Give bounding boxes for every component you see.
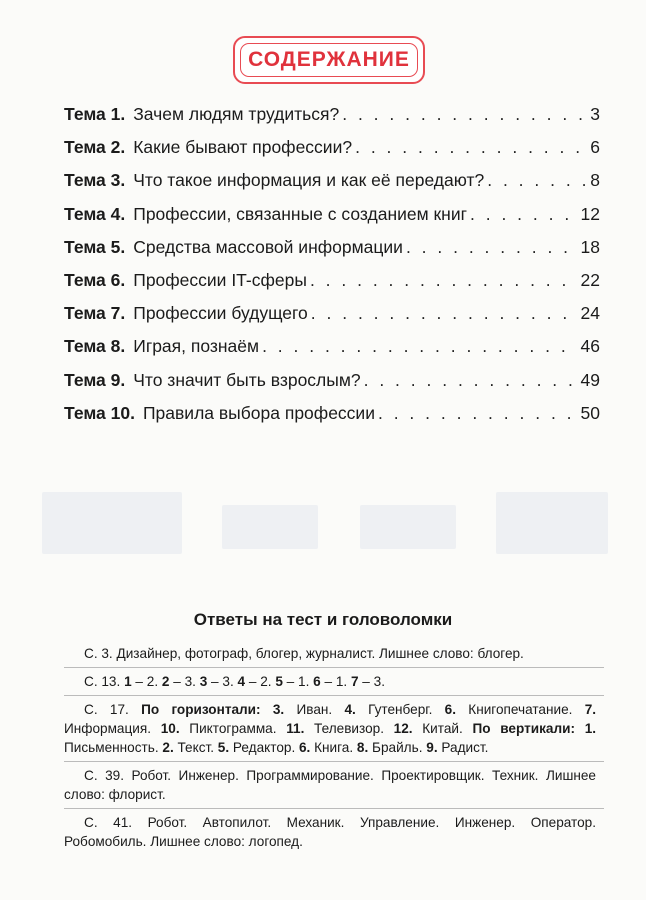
answer-key: 7 bbox=[350, 674, 359, 689]
answer-heading: По горизонтали: bbox=[141, 702, 261, 717]
toc-topic-number: Тема 3. bbox=[64, 170, 126, 191]
answer-heading: По вертикали: bbox=[472, 721, 575, 736]
answer-key: 8. bbox=[356, 740, 369, 755]
answer-value: Книга. bbox=[314, 740, 354, 755]
answer-value: Книгопечатание. bbox=[468, 702, 573, 717]
toc-row[interactable] bbox=[64, 270, 600, 303]
toc-row[interactable] bbox=[64, 170, 600, 203]
contents-header-inner bbox=[240, 43, 418, 77]
toc-leader-dots bbox=[311, 303, 578, 324]
toc-topic-number: Тема 8. bbox=[64, 336, 126, 357]
toc-page-number: 49 bbox=[580, 369, 600, 390]
toc-topic-number: Тема 5. bbox=[64, 236, 126, 257]
answer-value: Иван. bbox=[296, 702, 333, 717]
answer-value: Китай. bbox=[422, 721, 463, 736]
toc-row[interactable] bbox=[64, 104, 600, 137]
toc-page-number: 50 bbox=[580, 402, 600, 423]
answer-text: С. 39. Робот. Инженер. Программирование. Проектировщик. Техник. Лишнее слово: флорист. bbox=[64, 768, 596, 802]
answer-key: 6. bbox=[444, 702, 456, 717]
toc-topic-number: Тема 7. bbox=[64, 303, 126, 324]
toc-row[interactable] bbox=[64, 403, 600, 436]
toc-topic-title: Профессии, связанные с созданием книг bbox=[133, 203, 467, 224]
contents-header-frame bbox=[233, 36, 425, 84]
answer-value: Телевизор. bbox=[314, 721, 384, 736]
toc-topic-title: Играя, познаём bbox=[133, 336, 260, 357]
answer-key: 6 bbox=[313, 674, 321, 689]
toc-topic-title: Что значит быть взрослым? bbox=[133, 369, 361, 390]
toc-topic-title: Что такое информация и как её передают? bbox=[133, 170, 485, 191]
toc-page-number: 6 bbox=[590, 137, 600, 158]
answer-value: Радист. bbox=[441, 740, 489, 755]
toc-leader-dots bbox=[310, 270, 578, 291]
answer-block-p17 bbox=[64, 696, 604, 762]
answer-value: 2 bbox=[260, 674, 268, 689]
answer-key: 5. bbox=[217, 740, 230, 755]
toc-topic-title: Профессии IT-сферы bbox=[133, 269, 307, 290]
toc-row[interactable] bbox=[64, 137, 600, 170]
answer-key: 4 bbox=[237, 674, 246, 689]
answer-text: С. 3. Дизайнер, фотограф, блогер, журналист. Лишнее слово: блогер. bbox=[84, 646, 524, 661]
answer-key: 5 bbox=[275, 674, 283, 689]
show-through-block bbox=[496, 492, 608, 554]
toc-topic-number: Тема 10. bbox=[64, 402, 135, 423]
toc-topic-number: Тема 4. bbox=[64, 203, 126, 224]
toc-topic-title: Средства массовой информации bbox=[133, 236, 403, 257]
toc-leader-dots bbox=[487, 170, 587, 191]
toc-topic-number: Тема 2. bbox=[64, 137, 126, 158]
answer-value: Информация. bbox=[64, 721, 152, 736]
toc-page-number: 8 bbox=[590, 170, 600, 191]
toc-page-number: 22 bbox=[580, 269, 600, 290]
answer-page: С. 17. bbox=[84, 702, 129, 717]
answer-value: Гутенберг. bbox=[368, 702, 433, 717]
answer-key: 2. bbox=[162, 740, 174, 755]
toc-leader-dots bbox=[364, 370, 578, 391]
toc-topic-title: Зачем людям трудиться? bbox=[133, 104, 340, 124]
toc-topic-title: Профессии будущего bbox=[133, 303, 308, 324]
answer-key: 12. bbox=[393, 721, 413, 736]
answer-key: 10. bbox=[160, 721, 180, 736]
answer-block-p13 bbox=[64, 668, 604, 696]
toc-leader-dots bbox=[342, 104, 587, 125]
answer-key: 6. bbox=[299, 740, 311, 755]
toc-row[interactable] bbox=[64, 303, 600, 336]
answer-value: 2 bbox=[146, 674, 155, 689]
answer-value: 1 bbox=[298, 674, 306, 689]
answer-value: Редактор. bbox=[232, 740, 296, 755]
show-through-block bbox=[222, 505, 318, 549]
toc-topic-title: Правила выбора профессии bbox=[142, 402, 375, 423]
toc-row[interactable] bbox=[64, 336, 600, 369]
answer-key: 1. bbox=[584, 721, 597, 736]
answer-key: 9. bbox=[426, 740, 438, 755]
answer-value: 3 bbox=[184, 674, 193, 689]
answer-value: Текст. bbox=[177, 740, 215, 755]
toc-topic-number: Тема 6. bbox=[64, 269, 126, 290]
answer-value: Пиктограмма. bbox=[189, 721, 277, 736]
answer-page: С. 13. bbox=[84, 674, 121, 689]
show-through-block bbox=[42, 492, 182, 554]
answer-key: 3 bbox=[199, 674, 208, 689]
toc-leader-dots bbox=[378, 403, 578, 424]
toc-leader-dots bbox=[470, 204, 578, 225]
toc-page-number: 24 bbox=[580, 303, 600, 324]
toc-page-number: 12 bbox=[580, 203, 600, 224]
answer-value: 1 bbox=[335, 674, 344, 689]
answer-value: Письменность. bbox=[64, 740, 159, 755]
answers-title: Ответы на тест и головоломки bbox=[193, 610, 453, 629]
answer-key: 1 bbox=[124, 674, 132, 689]
toc-topic-number: Тема 9. bbox=[64, 369, 126, 390]
answer-key: 3. bbox=[272, 702, 285, 717]
table-of-contents bbox=[64, 104, 600, 436]
toc-row[interactable] bbox=[64, 237, 600, 270]
answer-text: С. 41. Робот. Автопилот. Механик. Управление. Инженер. Оператор. Робомобиль. Лишнее слово: логопед. bbox=[64, 815, 596, 849]
toc-leader-dots bbox=[355, 137, 587, 158]
toc-page-number: 18 bbox=[580, 236, 600, 257]
page-title: СОДЕРЖАНИЕ bbox=[248, 48, 410, 71]
answer-key: 4. bbox=[344, 702, 356, 717]
answers-section bbox=[64, 640, 604, 855]
toc-leader-dots bbox=[262, 336, 577, 357]
answer-key: 11. bbox=[286, 721, 305, 736]
answer-block-p3 bbox=[64, 640, 604, 668]
toc-topic-title: Какие бывают профессии? bbox=[133, 137, 353, 158]
answer-text bbox=[64, 700, 596, 757]
answer-value: 3 bbox=[373, 674, 382, 689]
answer-key: 7. bbox=[584, 702, 597, 717]
toc-row[interactable] bbox=[64, 204, 600, 237]
answer-value: 3 bbox=[222, 674, 230, 689]
answer-block-p41 bbox=[64, 809, 604, 855]
answer-key: 2 bbox=[161, 674, 170, 689]
toc-page-number: 3 bbox=[590, 104, 600, 124]
toc-topic-number: Тема 1. bbox=[64, 104, 126, 124]
toc-leader-dots bbox=[406, 237, 578, 258]
toc-page-number: 46 bbox=[580, 336, 600, 357]
show-through-block bbox=[360, 505, 456, 549]
answer-text: С. 13. 1 – 2. 2 – 3. 3 – 3. 4 – 2. 5 – 1. 6 – 1. 7 – 3. bbox=[84, 674, 385, 689]
toc-row[interactable] bbox=[64, 370, 600, 403]
answer-value: Брайль. bbox=[372, 740, 423, 755]
answer-block-p39 bbox=[64, 762, 604, 809]
